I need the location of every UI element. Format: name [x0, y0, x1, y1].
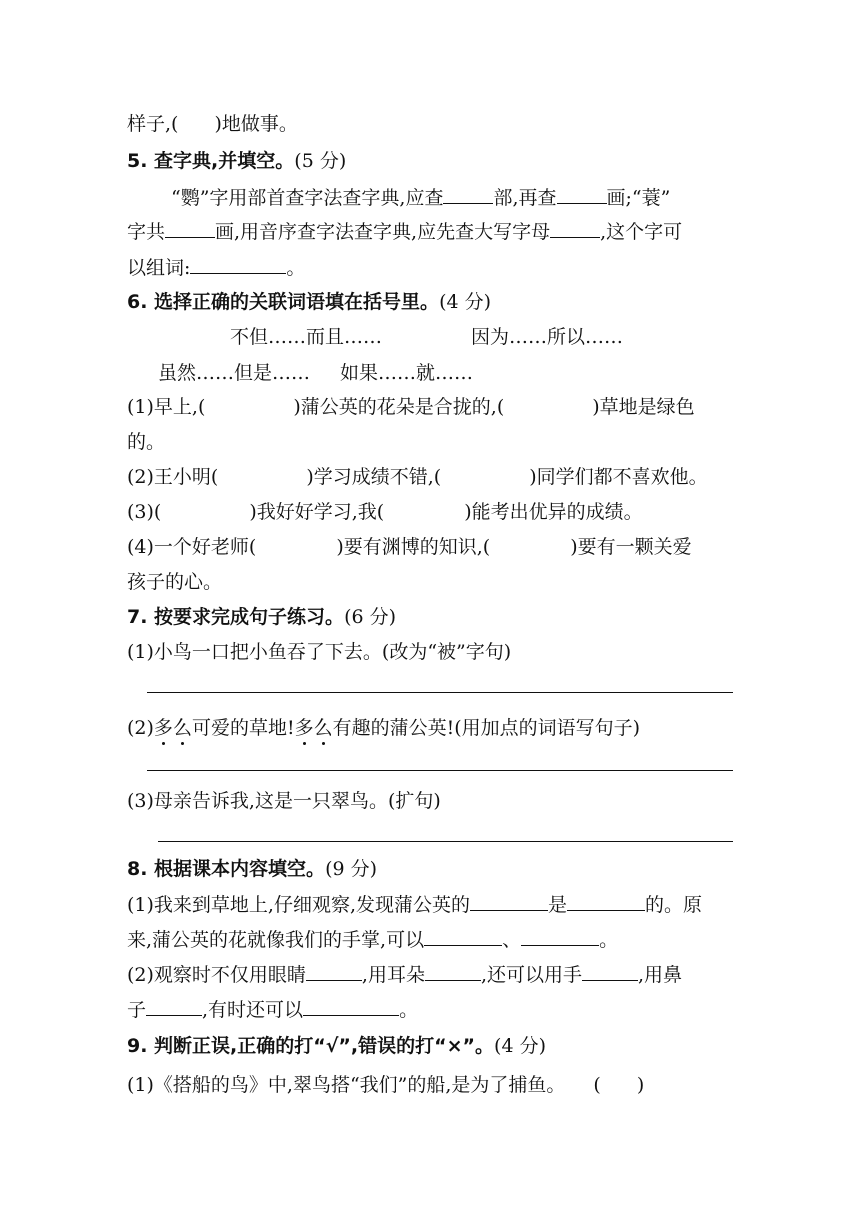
- text: 有趣的蒲公英!(用加点的词语写句子): [332, 717, 641, 739]
- text: 。: [399, 999, 419, 1021]
- answer-blank[interactable]: [521, 927, 599, 946]
- question-7-heading: [127, 605, 396, 629]
- question-points: (6 分): [344, 606, 397, 628]
- answer-blank[interactable]: [146, 997, 202, 1016]
- text: )同学们都不喜欢他。: [529, 466, 708, 488]
- text-line: [127, 500, 643, 524]
- answer-blank[interactable]: [567, 892, 645, 911]
- question-title: 6. 选择正确的关联词语填在括号里。: [127, 291, 440, 313]
- text-line: [127, 535, 692, 559]
- question-title: 5. 查字典,并填空。: [127, 150, 295, 172]
- text-line: [127, 1073, 644, 1097]
- text: 、: [502, 929, 522, 951]
- answer-blank[interactable]: [425, 962, 481, 981]
- question-5-heading: [127, 149, 346, 173]
- text: (1)早上,(: [127, 396, 206, 418]
- answer-paren-open[interactable]: (: [593, 1074, 601, 1096]
- answer-blank[interactable]: [165, 219, 215, 238]
- answer-blank[interactable]: [470, 892, 548, 911]
- answer-blank[interactable]: [303, 997, 399, 1016]
- text: )蒲公英的花朵是合拢的,(: [293, 396, 505, 418]
- text-line: [127, 997, 418, 1022]
- text-line: (1)小鸟一口把小鱼吞了下去。(改为“被”字句): [127, 641, 512, 663]
- answer-blank[interactable]: [190, 255, 286, 274]
- question-title: 7. 按要求完成句子练习。: [127, 606, 345, 628]
- text: )要有一颗关爱: [570, 536, 692, 558]
- dotted-char: 么: [313, 717, 333, 739]
- answer-paren-close[interactable]: ): [636, 1074, 645, 1096]
- text: ,用鼻: [638, 964, 683, 986]
- text: (1)《搭船的鸟》中,翠鸟搭“我们”的船,是为了捕鱼。: [127, 1074, 566, 1096]
- text-line: [127, 962, 682, 987]
- text: 。: [286, 257, 306, 279]
- text: 画;“蓑”: [606, 187, 671, 209]
- text: (4)一个好老师(: [127, 536, 257, 558]
- text: ,这个字可: [600, 221, 683, 243]
- text-line: [127, 927, 618, 952]
- option-word: 不但……而且……: [230, 326, 383, 348]
- text-line: [127, 219, 682, 244]
- text: (2)观察时不仅用眼睛: [127, 964, 306, 986]
- dotted-char: 多: [294, 717, 314, 739]
- text: “鹦”字用部首查字法查字典,应查: [171, 187, 444, 209]
- text: (3)(: [127, 501, 162, 523]
- question-title: 9. 判断正误,正确的打“√”,错误的打“×”。: [127, 1035, 495, 1057]
- text: 可爱的草地!: [191, 717, 295, 739]
- question-9-heading: [127, 1034, 546, 1058]
- answer-line[interactable]: [147, 770, 733, 771]
- question-8-heading: [127, 857, 377, 881]
- text-line: [127, 892, 702, 917]
- text-line: [127, 465, 708, 489]
- answer-blank[interactable]: [582, 962, 638, 981]
- text: )我好好学习,我(: [249, 501, 385, 523]
- text: (2): [127, 717, 154, 739]
- text-line: [127, 395, 695, 419]
- text: 。: [599, 929, 619, 951]
- question-points: (4 分): [439, 291, 492, 313]
- answer-blank[interactable]: [557, 185, 607, 204]
- text: )草地是绿色: [592, 396, 695, 418]
- text: (2)王小明(: [127, 466, 219, 488]
- question-6-heading: [127, 290, 491, 314]
- answer-blank[interactable]: [443, 185, 493, 204]
- text-line: 孩子的心。: [127, 571, 223, 593]
- text: (1)我来到草地上,仔细观察,发现蒲公英的: [127, 894, 470, 916]
- question-points: (4 分): [494, 1035, 546, 1057]
- text-line: [171, 185, 670, 210]
- answer-blank[interactable]: [550, 219, 600, 238]
- text: 画,用音序查字法查字典,应先查大写字母: [215, 221, 551, 243]
- text: 子: [127, 999, 147, 1021]
- text-line: 的。: [127, 431, 166, 453]
- text: 的。原: [645, 894, 703, 916]
- text: 是: [548, 894, 568, 916]
- text: ,有时还可以: [202, 999, 304, 1021]
- text: )地做事。: [214, 113, 298, 135]
- text: 以组词:: [127, 257, 191, 279]
- text-line: (3)母亲告诉我,这是一只翠鸟。(扩句): [127, 790, 441, 812]
- dotted-char: 么: [172, 717, 192, 739]
- answer-line[interactable]: [158, 841, 733, 842]
- question-points: (9 分): [325, 858, 378, 880]
- text-line: [127, 255, 305, 280]
- text: )学习成绩不错,(: [306, 466, 442, 488]
- text: )要有渊博的知识,(: [336, 536, 491, 558]
- answer-line[interactable]: [147, 692, 733, 693]
- text: ,还可以用手: [480, 964, 583, 986]
- answer-blank[interactable]: [306, 962, 362, 981]
- text: 部,再查: [493, 187, 557, 209]
- text-line: [127, 112, 298, 136]
- option-word: 虽然……但是……: [158, 362, 311, 384]
- question-title: 8. 根据课本内容填空。: [127, 858, 326, 880]
- text: 来,蒲公英的花就像我们的手掌,可以: [127, 929, 425, 951]
- text: ,用耳朵: [361, 964, 425, 986]
- text: 样子,(: [127, 113, 179, 135]
- dotted-char: 多: [153, 717, 173, 739]
- answer-blank[interactable]: [424, 927, 502, 946]
- option-word: 如果……就……: [340, 362, 474, 384]
- text: )能考出优异的成绩。: [464, 501, 643, 523]
- question-points: (5 分): [294, 150, 347, 172]
- text-line: [127, 716, 640, 740]
- option-word: 因为……所以……: [471, 326, 624, 348]
- text: 字共: [127, 221, 166, 243]
